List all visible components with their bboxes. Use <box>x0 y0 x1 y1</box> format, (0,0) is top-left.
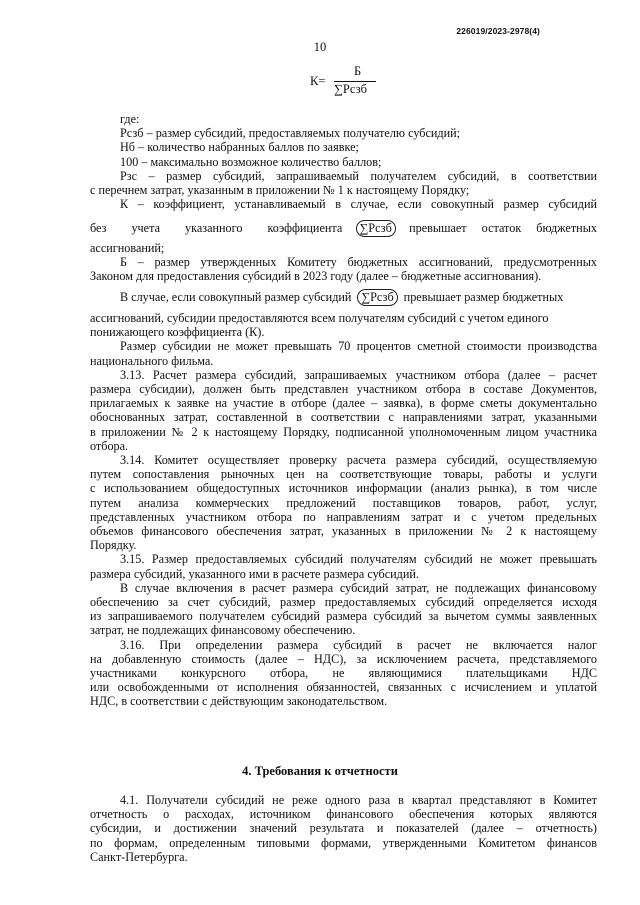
text-line: обоснованных затрат, составленной в соответствии с направлениями затрат, указанными <box>90 410 597 425</box>
sum-rsb-bracket: ∑Рсзб <box>356 220 396 237</box>
text-line: 3.15. Размер предоставляемых субсидий получателям субсидий не может превышать <box>120 552 597 567</box>
sum-rsb-bracket: ∑Рсзб <box>357 289 397 306</box>
text-line: субсидии, и достижении значений результата и показателей (далее – отчетность) <box>90 821 597 836</box>
subsidy-rules-block <box>90 311 597 709</box>
text-line: на добавленную стоимость (далее – НДС), за исключением расчета, представляемого <box>90 651 597 666</box>
text-line: Законом для предоставления субсидий в 2023 году (далее – бюджетные ассигнования). <box>90 269 542 284</box>
text-line: по формам, определенным типовыми формами, утвержденными Комитетом финансов <box>90 835 597 850</box>
text-fragment: превышает остаток бюджетных <box>409 221 597 236</box>
text-line: размера субсидии), должен быть представлен участником отбора в составе Документов, <box>90 382 597 397</box>
text-line: представленных участником отбора по направлениям затрат и с учетом предельных <box>90 509 597 524</box>
text-line: путем сопоставления рыночных цен на соответствующие товары, работы и услуги <box>90 467 597 482</box>
text-line: НДС, в соответствии с действующим законодательством. <box>90 694 388 709</box>
text-line: Рзс – размер субсидий, запрашиваемый получателем субсидий, в соответствии <box>120 168 597 183</box>
text-line: Нб – количество набранных баллов по заявке; <box>120 140 359 155</box>
text-line: 4.1. Получатели субсидий не реже одного раза в квартал представляют в Комитет <box>120 793 597 807</box>
text-line: затрат, не подлежащих финансовому обеспечению. <box>90 623 356 638</box>
text-line: ассигнований; <box>90 241 165 255</box>
text-line: прилагаемых к заявке на участие в отборе (далее – заявка), в форме сметы документально <box>90 396 597 411</box>
text-fragment: превышает размер бюджетных <box>403 290 564 305</box>
text-line: В случае включения в расчет размера субсидий затрат, не подлежащих финансовому <box>120 580 597 595</box>
formula-denominator: ∑Рсзб <box>334 82 368 96</box>
text-line: отбора. <box>90 438 129 453</box>
formula-numerator: Б <box>354 64 362 78</box>
text-line: из запрашиваемого получателем субсидий размера субсидий за вычетом суммы заявленных <box>90 609 597 624</box>
page-number: 10 <box>313 40 327 54</box>
text-line: или освобожденными от исполнения обязанностей, связанных с исчислением и уплатой <box>90 680 597 695</box>
text-line: Санкт-Петербурга. <box>90 849 188 864</box>
text-line: путем анализа коммерческих предложений поставщиков товаров, работ, услуг, <box>90 495 597 510</box>
section-4-body <box>90 793 597 864</box>
text-line: Б – размер утвержденных Комитету бюджетных ассигнований, предусмотренных <box>120 255 597 270</box>
budget-definition-block <box>90 241 597 284</box>
text-line: 3.14. Комитет осуществляет проверку расчета размера субсидий, осуществляемую <box>120 453 597 468</box>
text-line: К – коэффициент, устанавливаемый в случае, если совокупный размер субсидий <box>120 197 597 212</box>
case-line <box>90 289 597 306</box>
k-condition-line <box>90 220 597 237</box>
text-line: размера субсидий, указанного ими в расчете размера субсидий. <box>90 566 419 581</box>
text-fragment: без учета указанного коэффициента <box>90 221 343 236</box>
text-line: Рсзб – размер субсидий, предоставляемых получателю субсидий; <box>120 126 461 141</box>
text-line: обеспечению за счет субсидий, размер предоставляемых субсидий определяется исходя <box>90 595 597 610</box>
text-line: объемов финансового обеспечения затрат, указанных в приложении № 2 к настоящему <box>90 524 597 539</box>
text-line: отчетность о расходах, источником финансового обеспечения которых являются <box>90 807 597 822</box>
text-line: Размер субсидии не может превышать 70 процентов сметной стоимости производства <box>120 339 597 354</box>
text-line: где: <box>120 112 140 126</box>
section-4-heading: 4. Требования к отчетности <box>242 764 398 778</box>
text-line: 100 – максимально возможное количество баллов; <box>120 154 382 169</box>
definitions-block <box>90 112 597 211</box>
text-line: участниками конкурсного отбора, не являющимися плательщиками НДС <box>90 666 597 681</box>
text-line: с перечнем затрат, указанным в приложении № 1 к настоящему Порядку; <box>90 183 470 198</box>
text-line: в приложении № 2 к настоящему Порядку, подписанной уполномоченным лицом участника <box>90 424 597 439</box>
text-line: 3.13. Расчет размера субсидий, запрашиваемых участником отбора (далее – расчет <box>120 367 597 382</box>
formula-lhs: К= <box>310 74 326 88</box>
text-line: понижающего коэффициента (К). <box>90 325 265 340</box>
text-line: национального фильма. <box>90 353 214 368</box>
text-line: Порядку. <box>90 538 137 553</box>
text-line: 3.16. При определении размера субсидий в расчет не включается налог <box>120 637 597 652</box>
text-line: с использованием общедоступных источников информации (анализ рынка), в том числе <box>90 481 597 496</box>
text-line: ассигнований, субсидии предоставляются всем получателям субсидий с учетом единого <box>90 311 549 325</box>
text-fragment: В случае, если совокупный размер субсидий <box>120 290 352 305</box>
document-registration-number: 226019/2023-2978(4) <box>456 26 540 36</box>
